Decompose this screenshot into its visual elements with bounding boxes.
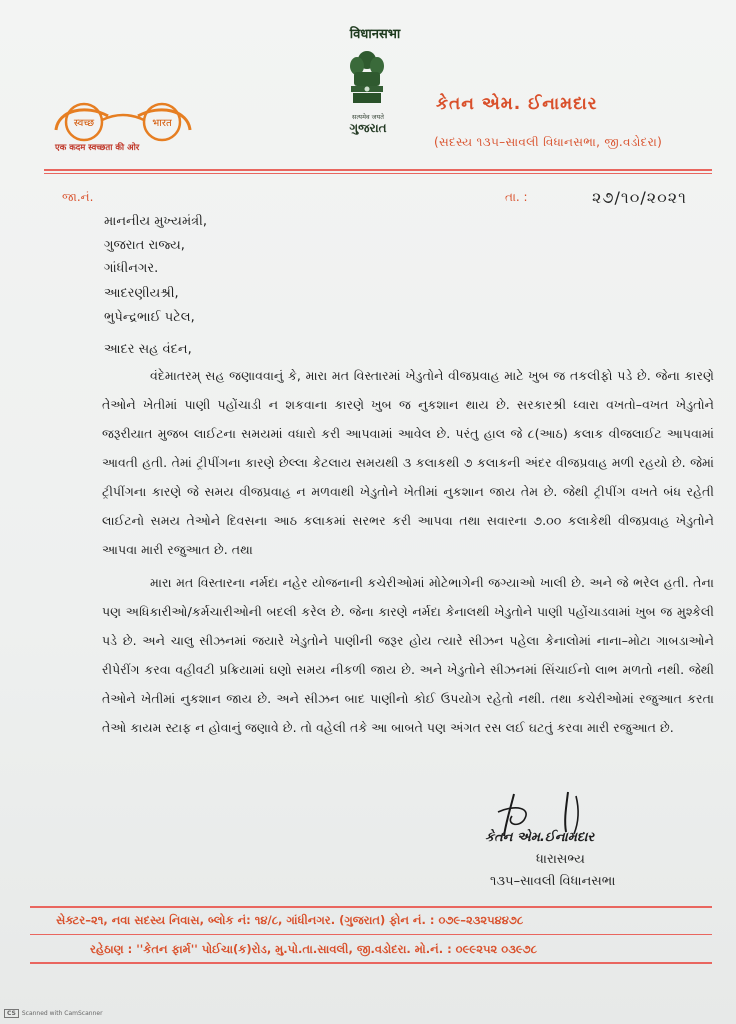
logo-tagline: एक कदम स्वच्छता की ओर (55, 143, 140, 153)
footer-divider-bottom (30, 962, 712, 964)
footer-divider-top (30, 906, 712, 908)
national-emblem-icon (344, 48, 390, 112)
address-line-1: માનનીય મુખ્યમંત્રી, (104, 214, 207, 229)
header-divider (44, 169, 712, 171)
footer-address-line-2: રહેઠાણ : ''કેતન ફાર્મ'' પોઈચા(ક)રોડ, મુ.પો.તા.સાવલી, જી.વડોદરા. મો.નં. : ૦૯૯૨૫૨ ૦૩૯૭૮ (90, 942, 537, 956)
body-paragraph-2: મારા મત વિસ્તારના નર્મદા નહેર યોજનાની કચેરીઓમાં મોટેભાગેની જગ્યાઓ ખાલી છે. અને જે ભરેલ હતી. તેના પણ અધિકારીઓ/કર્મચારીઓની બદલી કરેલ છે. જેના કારણે નર્મદા કેનાલથી ખેડુતોને પાણી પહોંચાડવામાં ખુબ જ મુશ્કેલી પડે છે. અને ચાલુ સીઝનમાં જયારે ખેડુતોને પાણીની જરૂર હોય ત્યારે સીઝન પહેલા કેનાલોમાં નાના–મોટા ગાબડાઓને રીપેરીંગ કરવા વહીવટી પ્રક્રિયામાં ઘણો સમય નીકળી જાય છે. અને ખેડુતોને સીઝનમાં સિંચાઈનો લાભ મળતો નથી. જેથી તેઓને ખેતીમાં નુકશાન જાય છે. અને સીઝન બાદ પાણીનો કોઈ ઉપયોગ રહેતો નથી. તથા કચેરીઓમાં રજુઆત કરતા તેઓ કાયમ સ્ટાફ ન હોવાનું જણાવે છે. તો વહેલી તકે આ બાબતે પણ અંગત રસ લઈ ઘટતું કરવા મારી રજુઆત છે. (102, 575, 714, 735)
footer-divider-middle (30, 934, 712, 935)
camscanner-watermark (4, 1009, 103, 1018)
reference-label: જા.નં. (62, 190, 94, 204)
date-label: તા. : (505, 190, 528, 204)
camscanner-badge: CS (4, 1009, 19, 1018)
letterhead-designation: (સદસ્ય ૧૩૫–સાવલી વિધાનસભા, જી.વડોદરા) (434, 135, 663, 149)
salutation-line-1: આદરણીયશ્રી, (104, 286, 179, 301)
signature-constituency: ૧૩૫–સાવલી વિધાનસભા (490, 874, 616, 889)
vidhansabha-label: विधानसभा (349, 27, 401, 42)
date-value: ૨૭/૧૦/૨૦૨૧ (592, 188, 688, 207)
greeting: આદર સહ વંદન, (104, 342, 192, 357)
signature-name: કેતન એમ.ઈનામદાર (485, 830, 595, 845)
address-line-2: ગુજરાત રાજ્ય, (104, 238, 185, 253)
body-paragraph-1: વંદેમાતરમ્ સહ જણાવવાનું કે, મારા મત વિસ્તારમાં ખેડુતોને વીજપ્રવાહ માટે ખુબ જ તકલીફો પડે છે. જેના કારણે તેઓને ખેતીમાં પાણી પહોંચાડી ન શકવાના કારણે ખુબ જ નુકશાન થાય છે. સરકારશ્રી ધ્વારા વખતો–વખત ખેડુતોને જરૂરીયાત મુજબ લાઈટના સમયમાં વધારો કરી આપવામાં આવેલ છે. પરંતુ હાલ જે ૮(આઠ) કલાક વીજલાઈટ આપવામાં આવતી હતી. તેમાં ટ્રીપીંગના કારણે છેલ્લા કેટલાય સમયથી ૩ કલાકથી ૭ કલાકની અંદર વીજપ્રવાહ મળી રહયો છે. જેમાં ટ્રીપીંગના કારણે જે સમય વીજપ્રવાહ ન મળવાથી ખેડુતોને ખેતીમાં નુકશાન જાય તેમ છે. જેથી ટ્રીપીંગ વખતે બંધ રહેતી લાઈટનો સમય તેઓને દિવસના આઠ કલાકમાં સરભર કરી આપવા તથા સવારના ૭.૦૦ કલાકેથી વીજપ્રવાહ ખેડુતોને આપવા મારી રજુઆત છે. તથા (102, 368, 714, 557)
logo-word-2: भारत (152, 118, 172, 129)
logo-word-1: स्वच्छ (73, 118, 95, 129)
signature-title: ધારાસભ્ય (536, 852, 585, 867)
emblem-motto: सत्यमेव जयते (352, 113, 384, 121)
camscanner-text: Scanned with CamScanner (21, 1010, 103, 1017)
header-divider-thin (44, 173, 712, 174)
emblem-state: ગુજરાત (349, 121, 387, 135)
letterhead-name: કેતન એમ. ઈનામદાર (436, 94, 598, 114)
footer-address-line-1: સેક્ટર–૨૧, નવા સદસ્ય નિવાસ, બ્લોક નં: ૧૪/૮, ગાંધીનગર. (ગુજરાત) ફોન નં. : ૦૭૯–૨૩૨૫૪૪૭૮ (56, 913, 524, 927)
address-line-3: ગાંધીનગર. (104, 261, 159, 276)
salutation-line-2: ભુપેન્દ્રભાઈ પટેલ, (104, 310, 195, 325)
